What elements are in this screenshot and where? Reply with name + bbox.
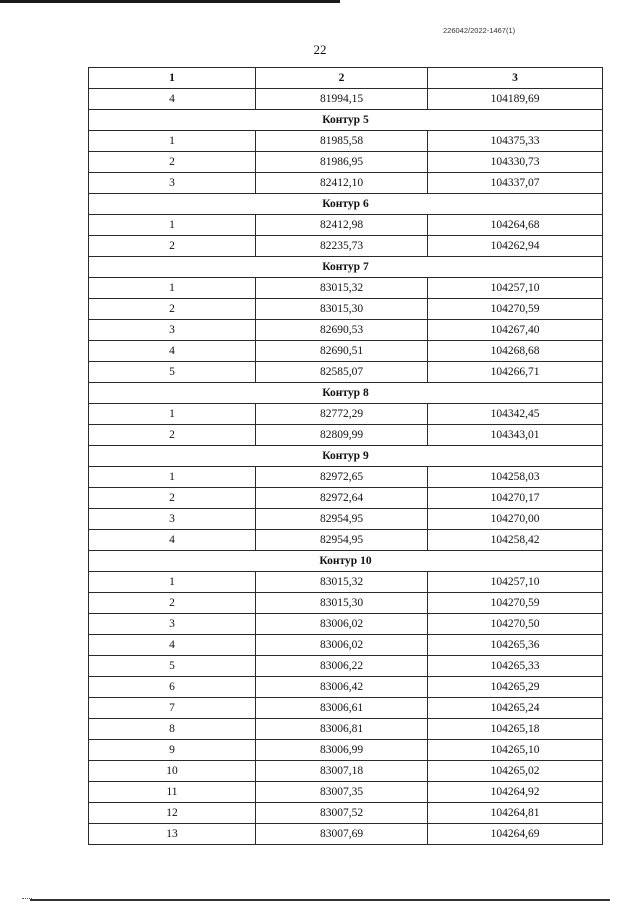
table-row xyxy=(89,131,603,152)
y-coordinate-cell: 104258,42 xyxy=(428,530,603,551)
x-coordinate-cell: 83006,42 xyxy=(256,677,428,698)
x-coordinate-cell: 83007,18 xyxy=(256,761,428,782)
x-coordinate-cell: 83007,35 xyxy=(256,782,428,803)
y-coordinate-cell: 104330,73 xyxy=(428,152,603,173)
y-coordinate-cell: 104264,81 xyxy=(428,803,603,824)
y-coordinate-cell: 104264,69 xyxy=(428,824,603,845)
y-coordinate-cell: 104189,69 xyxy=(428,89,603,110)
table-header-row xyxy=(89,68,603,89)
y-coordinate-cell: 104262,94 xyxy=(428,236,603,257)
y-coordinate-cell: 104270,59 xyxy=(428,299,603,320)
point-number-cell: 4 xyxy=(89,89,256,110)
point-number-cell: 5 xyxy=(89,362,256,383)
y-coordinate-cell: 104270,59 xyxy=(428,593,603,614)
table-row xyxy=(89,236,603,257)
point-number-cell: 12 xyxy=(89,803,256,824)
x-coordinate-cell: 82412,10 xyxy=(256,173,428,194)
section-title: Контур 9 xyxy=(89,446,603,467)
y-coordinate-cell: 104265,02 xyxy=(428,761,603,782)
table-row xyxy=(89,782,603,803)
y-coordinate-cell: 104265,18 xyxy=(428,719,603,740)
y-coordinate-cell: 104265,36 xyxy=(428,635,603,656)
point-number-cell: 13 xyxy=(89,824,256,845)
x-coordinate-cell: 82690,51 xyxy=(256,341,428,362)
y-coordinate-cell: 104267,40 xyxy=(428,320,603,341)
x-coordinate-cell: 82972,64 xyxy=(256,488,428,509)
x-coordinate-cell: 83006,02 xyxy=(256,614,428,635)
y-coordinate-cell: 104264,92 xyxy=(428,782,603,803)
x-coordinate-cell: 83006,61 xyxy=(256,698,428,719)
y-coordinate-cell: 104343,01 xyxy=(428,425,603,446)
point-number-cell: 3 xyxy=(89,509,256,530)
point-number-cell: 2 xyxy=(89,299,256,320)
section-row xyxy=(89,383,603,404)
point-number-cell: 1 xyxy=(89,278,256,299)
x-coordinate-cell: 82412,98 xyxy=(256,215,428,236)
table-row xyxy=(89,173,603,194)
y-coordinate-cell: 104375,33 xyxy=(428,131,603,152)
x-coordinate-cell: 82809,99 xyxy=(256,425,428,446)
point-number-cell: 4 xyxy=(89,530,256,551)
table-row xyxy=(89,698,603,719)
bottom-rule xyxy=(30,899,610,901)
top-rule xyxy=(0,0,340,3)
page-number: 22 xyxy=(313,42,327,57)
table-row xyxy=(89,89,603,110)
y-coordinate-cell: 104265,33 xyxy=(428,656,603,677)
x-coordinate-cell: 82585,07 xyxy=(256,362,428,383)
point-number-cell: 2 xyxy=(89,488,256,509)
point-number-cell: 2 xyxy=(89,425,256,446)
x-coordinate-cell: 83015,32 xyxy=(256,278,428,299)
section-title: Контур 7 xyxy=(89,257,603,278)
point-number-cell: 3 xyxy=(89,320,256,341)
point-number-cell: 10 xyxy=(89,761,256,782)
x-coordinate-cell: 83015,32 xyxy=(256,572,428,593)
x-coordinate-cell: 83006,99 xyxy=(256,740,428,761)
table-row xyxy=(89,320,603,341)
table-body xyxy=(89,89,603,845)
section-row xyxy=(89,446,603,467)
x-coordinate-cell: 83006,22 xyxy=(256,656,428,677)
section-title: Контур 10 xyxy=(89,551,603,572)
document-stamp: 226042/2022-1467(1) xyxy=(443,26,516,35)
table-row xyxy=(89,404,603,425)
table-row xyxy=(89,824,603,845)
table-row xyxy=(89,761,603,782)
table-row xyxy=(89,635,603,656)
point-number-cell: 1 xyxy=(89,467,256,488)
section-row xyxy=(89,257,603,278)
y-coordinate-cell: 104257,10 xyxy=(428,572,603,593)
section-title: Контур 8 xyxy=(89,383,603,404)
table-row xyxy=(89,425,603,446)
point-number-cell: 11 xyxy=(89,782,256,803)
point-number-cell: 2 xyxy=(89,152,256,173)
coordinates-table xyxy=(88,67,603,845)
x-coordinate-cell: 82772,29 xyxy=(256,404,428,425)
point-number-cell: 2 xyxy=(89,593,256,614)
x-coordinate-cell: 83015,30 xyxy=(256,299,428,320)
x-coordinate-cell: 82235,73 xyxy=(256,236,428,257)
point-number-cell: 1 xyxy=(89,572,256,593)
y-coordinate-cell: 104258,03 xyxy=(428,467,603,488)
x-coordinate-cell: 81986,95 xyxy=(256,152,428,173)
table-row xyxy=(89,656,603,677)
x-coordinate-cell: 83007,69 xyxy=(256,824,428,845)
section-title: Контур 6 xyxy=(89,194,603,215)
table-row xyxy=(89,530,603,551)
point-number-cell: 4 xyxy=(89,635,256,656)
point-number-cell: 1 xyxy=(89,131,256,152)
x-coordinate-cell: 83015,30 xyxy=(256,593,428,614)
point-number-cell: 3 xyxy=(89,614,256,635)
point-number-cell: 6 xyxy=(89,677,256,698)
y-coordinate-cell: 104268,68 xyxy=(428,341,603,362)
y-coordinate-cell: 104270,17 xyxy=(428,488,603,509)
x-coordinate-cell: 83006,02 xyxy=(256,635,428,656)
x-coordinate-cell: 83006,81 xyxy=(256,719,428,740)
x-coordinate-cell: 83007,52 xyxy=(256,803,428,824)
section-title: Контур 5 xyxy=(89,110,603,131)
x-coordinate-cell: 82954,95 xyxy=(256,509,428,530)
y-coordinate-cell: 104265,24 xyxy=(428,698,603,719)
table-row xyxy=(89,593,603,614)
column-header-3: 3 xyxy=(428,68,603,89)
y-coordinate-cell: 104337,07 xyxy=(428,173,603,194)
y-coordinate-cell: 104265,29 xyxy=(428,677,603,698)
point-number-cell: 9 xyxy=(89,740,256,761)
y-coordinate-cell: 104264,68 xyxy=(428,215,603,236)
column-header-2: 2 xyxy=(256,68,428,89)
section-row xyxy=(89,194,603,215)
y-coordinate-cell: 104265,10 xyxy=(428,740,603,761)
point-number-cell: 8 xyxy=(89,719,256,740)
table-row xyxy=(89,341,603,362)
column-header-1: 1 xyxy=(89,68,256,89)
point-number-cell: 5 xyxy=(89,656,256,677)
point-number-cell: 7 xyxy=(89,698,256,719)
point-number-cell: 3 xyxy=(89,173,256,194)
point-number-cell: 4 xyxy=(89,341,256,362)
x-coordinate-cell: 82954,95 xyxy=(256,530,428,551)
table-row xyxy=(89,488,603,509)
table-row xyxy=(89,299,603,320)
y-coordinate-cell: 104342,45 xyxy=(428,404,603,425)
table-row xyxy=(89,677,603,698)
x-coordinate-cell: 82972,65 xyxy=(256,467,428,488)
y-coordinate-cell: 104266,71 xyxy=(428,362,603,383)
section-row xyxy=(89,551,603,572)
table-row xyxy=(89,278,603,299)
table-row xyxy=(89,509,603,530)
y-coordinate-cell: 104270,50 xyxy=(428,614,603,635)
table-row xyxy=(89,572,603,593)
point-number-cell: 1 xyxy=(89,404,256,425)
x-coordinate-cell: 81985,58 xyxy=(256,131,428,152)
x-coordinate-cell: 82690,53 xyxy=(256,320,428,341)
table-row xyxy=(89,719,603,740)
x-coordinate-cell: 81994,15 xyxy=(256,89,428,110)
point-number-cell: 2 xyxy=(89,236,256,257)
table-row xyxy=(89,215,603,236)
table-row xyxy=(89,740,603,761)
point-number-cell: 1 xyxy=(89,215,256,236)
table-row xyxy=(89,803,603,824)
section-row xyxy=(89,110,603,131)
y-coordinate-cell: 104257,10 xyxy=(428,278,603,299)
table-row xyxy=(89,152,603,173)
table-row xyxy=(89,362,603,383)
table-row xyxy=(89,614,603,635)
y-coordinate-cell: 104270,00 xyxy=(428,509,603,530)
table-row xyxy=(89,467,603,488)
